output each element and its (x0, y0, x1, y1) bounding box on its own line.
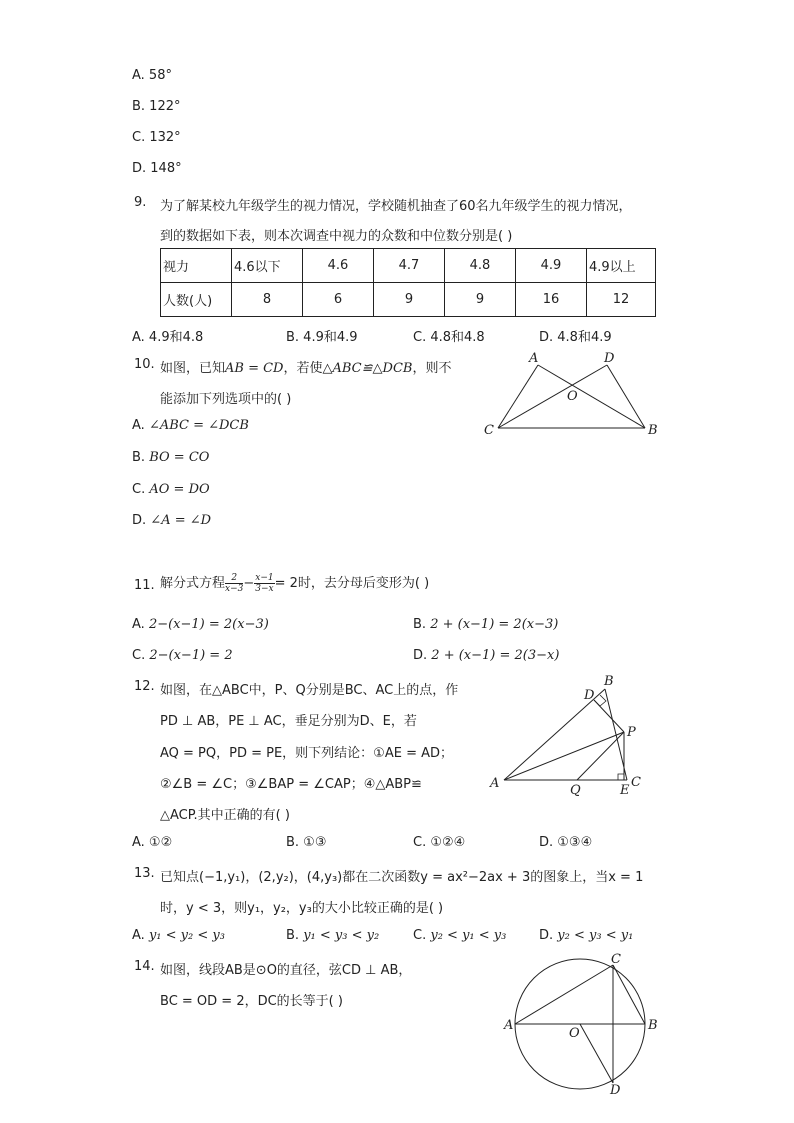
label-d: D (610, 1083, 621, 1098)
q8-option-b: B. 122° (132, 99, 181, 114)
segment-ca (498, 365, 538, 428)
q12-text-line2: PD ⊥ AB，PE ⊥ AC，垂足分别为D、E，若 (160, 714, 417, 729)
option-label: B. (286, 928, 300, 943)
q9-option-a: A. 4.9和4.8 (132, 330, 204, 345)
q9-option-b: B. 4.9和4.9 (286, 330, 358, 345)
vision-table (160, 248, 656, 317)
q14-figure (500, 948, 670, 1098)
q12-text-line4: ②∠B = ∠C；③∠BAP = ∠CAP；④△ABP≌ (160, 777, 422, 792)
q14-text-line2: BC = OD = 2，DC的长等于( ) (160, 994, 343, 1009)
option-text: 2 + (x−1) = 2(x−3) (430, 617, 559, 632)
q8-option-a: A. 58° (132, 68, 172, 83)
table-cell: 4.6 (303, 249, 374, 283)
table-cell: 视力 (161, 249, 232, 283)
option-label: D. (413, 648, 428, 663)
q10-option-b (132, 450, 209, 465)
q10-text-pre: 如图，已知 (160, 361, 226, 376)
q11-fraction-2 (254, 573, 274, 594)
q8-option-d: D. 148° (132, 161, 182, 176)
q13-number: 13. (134, 866, 155, 881)
label-p: P (627, 725, 636, 740)
table-cell: 12 (587, 283, 656, 317)
q10-text-line1 (160, 357, 451, 376)
q12-option-b: B. ①③ (286, 835, 327, 850)
option-text: ∠ABC = ∠DCB (148, 418, 249, 433)
q10-text-post: ，则不 (412, 361, 452, 376)
q8-option-c: C. 132° (132, 130, 181, 145)
segment-ac (515, 965, 613, 1024)
table-cell: 16 (516, 283, 587, 317)
option-text: y₁ < y₃ < y₂ (303, 928, 380, 943)
q10-option-a (132, 418, 249, 433)
option-text: y₂ < y₁ < y₃ (430, 928, 507, 943)
segment-cb (613, 965, 645, 1024)
option-label: D. (539, 928, 554, 943)
label-b: B (648, 423, 658, 438)
q11-text-post: = 2时，去分母后变形为( ) (274, 576, 430, 591)
q10-math-ab-cd: AB = CD (225, 361, 284, 376)
option-label: A. (132, 418, 145, 433)
option-label: D. (132, 513, 147, 528)
q10-text-mid: ，若使 (283, 361, 323, 376)
table-row (161, 249, 656, 283)
label-a: A (504, 1018, 514, 1033)
table-cell: 4.9以上 (587, 249, 656, 283)
label-e: E (620, 783, 630, 798)
option-text: y₁ < y₂ < y₃ (148, 928, 225, 943)
label-b: B (604, 674, 614, 689)
label-q: Q (570, 783, 581, 798)
q13-option-a (132, 928, 225, 943)
q11-option-c (132, 648, 233, 663)
q10-figure (480, 345, 670, 445)
q10-text-line2: 能添加下列选项中的( ) (160, 392, 292, 407)
q10-option-d (132, 513, 211, 528)
fraction-numerator: 2 (225, 573, 243, 584)
right-angle-e (618, 774, 624, 780)
label-o: O (569, 1026, 580, 1041)
q10-number: 10. (134, 357, 155, 372)
q14-text-line1: 如图，线段AB是⊙O的直径，弦CD ⊥ AB， (160, 963, 412, 978)
table-cell: 9 (374, 283, 445, 317)
q9-option-c: C. 4.8和4.8 (413, 330, 485, 345)
segment-od (580, 1024, 613, 1083)
fraction-denominator: 3−x (255, 584, 274, 594)
q12-option-d: D. ①③④ (539, 835, 593, 850)
table-cell: 9 (445, 283, 516, 317)
option-label: B. (132, 450, 146, 465)
label-d: D (584, 688, 595, 703)
label-d: D (604, 351, 615, 366)
option-label: C. (132, 482, 146, 497)
q9-option-d: D. 4.8和4.9 (539, 330, 612, 345)
q12-option-a: A. ①② (132, 835, 173, 850)
label-o: O (567, 389, 578, 404)
segment-ap (504, 732, 624, 780)
option-text: AO = DO (149, 482, 210, 497)
label-c: C (611, 952, 621, 967)
q12-text-line3: AQ = PQ，PD = PE，则下列结论：①AE = AD； (160, 746, 454, 761)
q11-number: 11. (134, 578, 155, 593)
option-label: A. (132, 928, 145, 943)
label-b: B (648, 1018, 658, 1033)
q9-number: 9. (134, 195, 147, 210)
table-cell: 4.7 (374, 249, 445, 283)
q12-option-c: C. ①②④ (413, 835, 466, 850)
option-label: C. (413, 928, 427, 943)
option-text: ∠A = ∠D (150, 513, 212, 528)
option-label: B. (413, 617, 427, 632)
label-c: C (631, 775, 641, 790)
q11-option-b (413, 617, 558, 632)
table-cell: 6 (303, 283, 374, 317)
q11-text-pre: 解分式方程 (160, 576, 226, 591)
q10-option-c (132, 482, 210, 497)
label-c: C (484, 423, 494, 438)
option-label: C. (132, 648, 146, 663)
table-row (161, 283, 656, 317)
q14-number: 14. (134, 959, 155, 974)
option-text: 2−(x−1) = 2 (149, 648, 233, 663)
option-text: BO = CO (149, 450, 210, 465)
q9-text-line2: 到的数据如下表，则本次调查中视力的众数和中位数分别是( ) (160, 229, 513, 244)
table-cell: 4.8 (445, 249, 516, 283)
q11-minus: − (243, 576, 255, 591)
table-cell: 4.6以下 (232, 249, 303, 283)
q13-option-d (539, 928, 633, 943)
option-text: 2−(x−1) = 2(x−3) (148, 617, 269, 632)
table-cell: 8 (232, 283, 303, 317)
fraction-numerator: x−1 (255, 573, 274, 583)
q11-text (160, 572, 429, 596)
q13-text-line1: 已知点(−1,y₁)，(2,y₂)，(4,y₃)都在二次函数y = ax²−2ax + 3的图象上，当x = 1 (160, 870, 644, 885)
q10-math-congruence: △ABC≌△DCB (322, 361, 413, 376)
option-text: 2 + (x−1) = 2(3−x) (431, 648, 560, 663)
table-cell: 4.9 (516, 249, 587, 283)
q12-text-line5: △ACP.其中正确的有( ) (160, 808, 290, 823)
segment-pq (577, 732, 624, 780)
q13-text-line2: 时，y < 3，则y₁，y₂，y₃的大小比较正确的是( ) (160, 901, 444, 916)
q11-option-a (132, 617, 269, 632)
q9-text-line1: 为了解某校九年级学生的视力情况，学校随机抽查了60名九年级学生的视力情况， (160, 199, 632, 214)
label-a: A (529, 351, 539, 366)
segment-bd (607, 365, 645, 428)
q12-number: 12. (134, 679, 155, 694)
q13-option-c (413, 928, 506, 943)
option-text: y₂ < y₃ < y₁ (557, 928, 634, 943)
q12-text-line1: 如图，在△ABC中，P、Q分别是BC、AC上的点，作 (160, 683, 459, 698)
q11-fraction-1 (225, 573, 243, 594)
table-cell: 人数(人) (161, 283, 232, 317)
q12-figure (482, 670, 672, 800)
label-a: A (490, 776, 500, 791)
option-label: A. (132, 617, 145, 632)
q13-option-b (286, 928, 379, 943)
fraction-denominator: x−3 (225, 584, 244, 594)
q11-option-d (413, 648, 559, 663)
